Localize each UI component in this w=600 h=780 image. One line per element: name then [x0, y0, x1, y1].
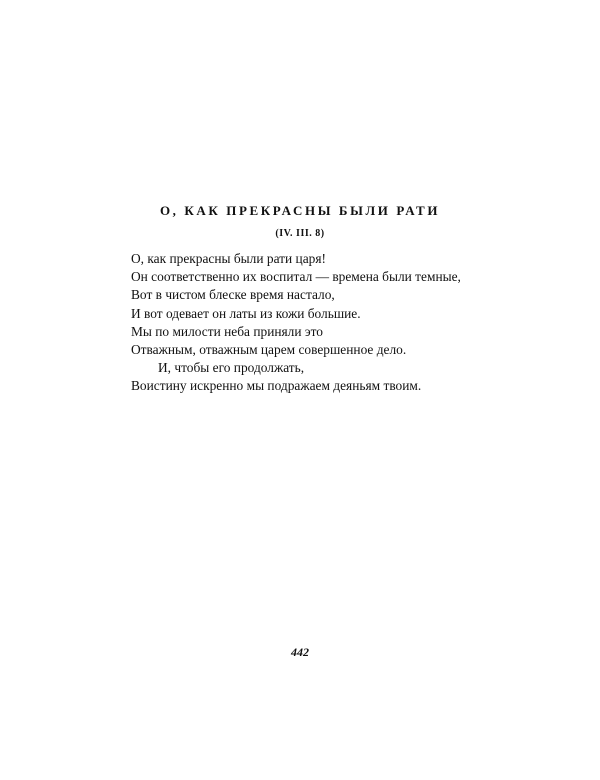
poem-line: Отважным, отважным царем совершенное дело.: [131, 342, 407, 358]
poem-body: [131, 250, 511, 396]
poem-line: Вот в чистом блеске время настало,: [131, 287, 335, 303]
page-number: 442: [291, 645, 309, 659]
poem-source-reference: (IV. III. 8): [275, 228, 325, 239]
poem-line: Он соответственно их воспитал — времена были темные,: [131, 269, 461, 285]
poem-line: И, чтобы его продолжать,: [158, 360, 305, 376]
poem-line: О, как прекрасны были рати царя!: [131, 251, 326, 266]
poem-line: Воистину искренно мы подражаем деяньям твоим.: [131, 378, 422, 394]
poem-line: И вот одевает он латы из кожи большие.: [131, 305, 361, 321]
poem-title: О, КАК ПРЕКРАСНЫ БЫЛИ РАТИ: [159, 203, 441, 218]
poem-line: Мы по милости неба приняли это: [131, 323, 324, 339]
